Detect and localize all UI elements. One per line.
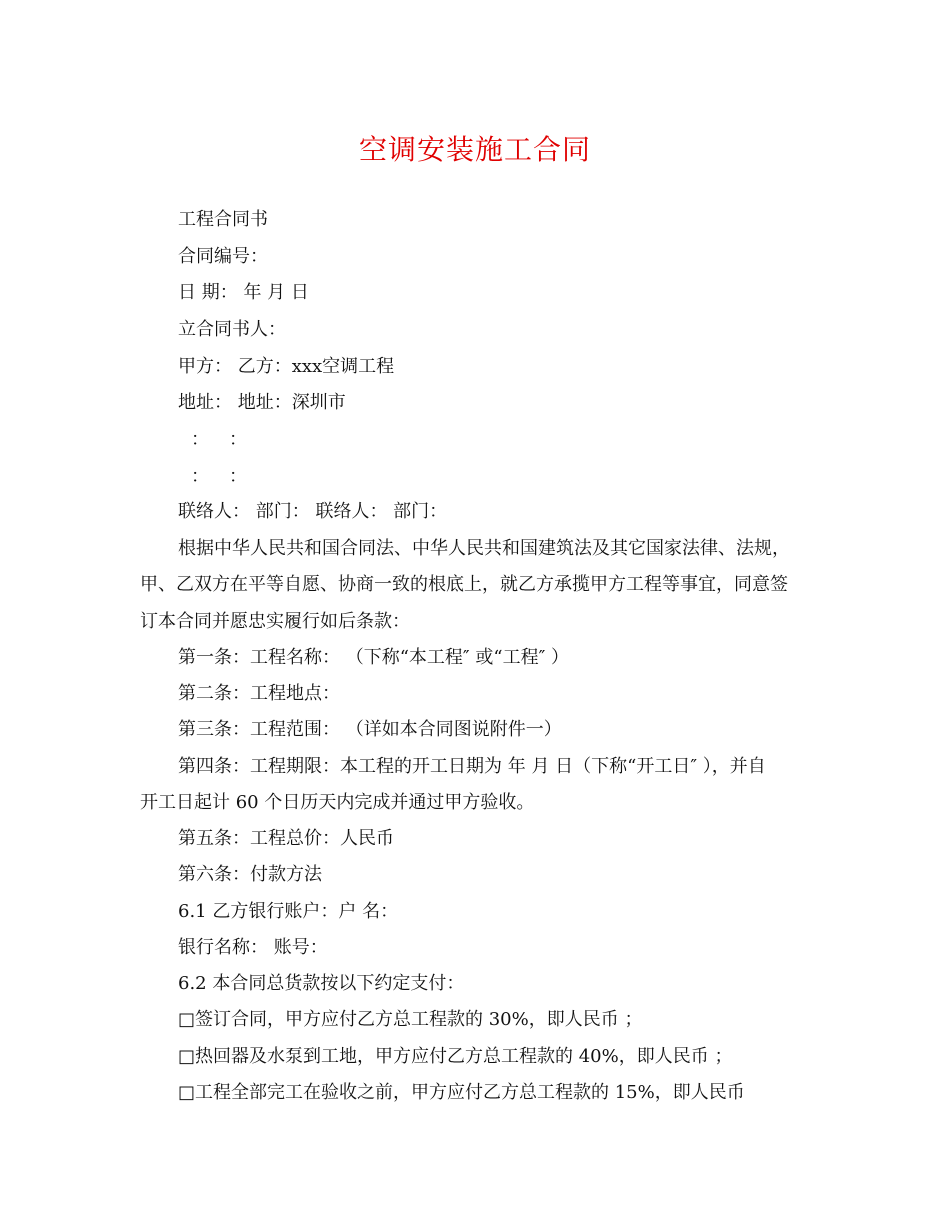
blank-field-colon: ：: [191, 429, 209, 450]
contracting-parties-label: 立合同书人：: [178, 319, 286, 340]
date-label: 日 期： 年 月 日: [178, 282, 309, 303]
article-2: 第二条：工程地点：: [178, 683, 340, 704]
contract-number-label: 合同编号：: [178, 246, 268, 267]
article-4: 第四条：工程期限：本工程的开工日期为 年 月 日（下称“开工日″ ），并自: [178, 756, 766, 777]
clause-6-2: 6.2 本合同总货款按以下约定支付：: [178, 973, 465, 994]
bank-details-line: 银行名称： 账号：: [178, 937, 328, 958]
article-3: 第三条：工程范围： （详如本合同图说附件一）: [178, 719, 562, 740]
blank-field-colon: ：: [229, 466, 247, 487]
contract-heading: 工程合同书: [178, 209, 268, 230]
contact-line: 联络人： 部门： 联络人： 部门：: [178, 501, 448, 522]
article-4-continued: 开工日起计 60 个日历天内完成并通过甲方验收。: [140, 792, 535, 813]
payment-item: □签订合同，甲方应付乙方总工程款的 30%，即人民币 ；: [178, 1009, 643, 1030]
payment-item: □热回器及水泵到工地，甲方应付乙方总工程款的 40%，即人民币 ；: [178, 1046, 733, 1067]
article-5: 第五条：工程总价：人民币: [178, 828, 394, 849]
blank-field-colon: ：: [229, 429, 247, 450]
preamble-line: 根据中华人民共和国合同法、中华人民共和国建筑法及其它国家法律、法规，: [178, 538, 790, 559]
preamble-line: 甲、乙双方在平等自愿、协商一致的根底上，就乙方承揽甲方工程等事宜，同意签: [140, 574, 788, 595]
preamble-line: 订本合同并愿忠实履行如后条款：: [140, 611, 410, 632]
blank-field-colon: ：: [191, 466, 209, 487]
address-line: 地址： 地址：深圳市: [178, 392, 346, 413]
party-names-line: 甲方： 乙方：xxx空调工程: [178, 356, 395, 377]
clause-6-1: 6.1 乙方银行账户：户 名：: [178, 901, 399, 922]
article-6: 第六条：付款方法: [178, 864, 322, 885]
article-1: 第一条：工程名称： （下称“本工程″ 或“工程″ ）: [178, 647, 570, 668]
document-title: 空调安装施工合同: [358, 133, 591, 166]
payment-item: □工程全部完工在验收之前，甲方应付乙方总工程款的 15%，即人民币: [178, 1082, 745, 1103]
